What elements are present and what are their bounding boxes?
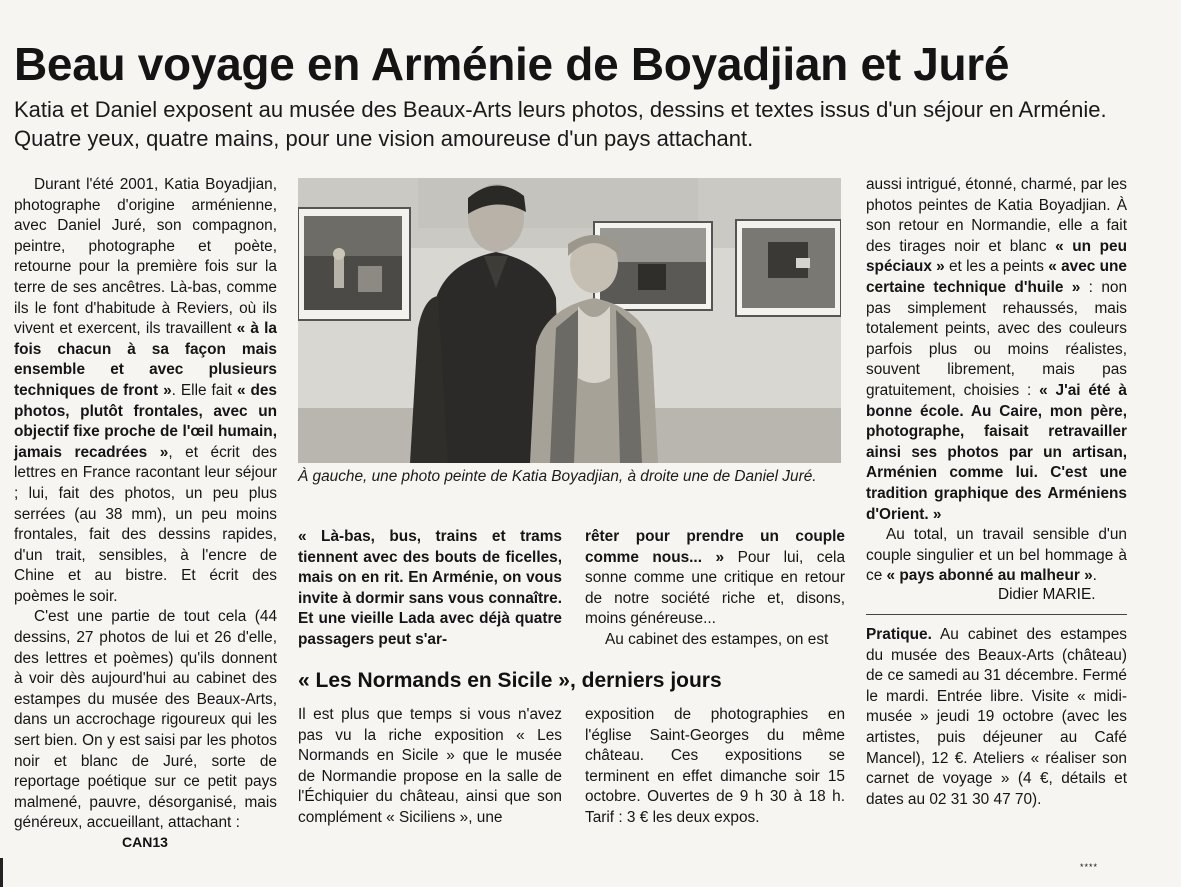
article-photo	[298, 178, 841, 463]
headline: Beau voyage en Arménie de Boyadjian et Juré	[14, 38, 1010, 90]
article-paragraph	[14, 175, 277, 607]
text-run: .	[1092, 567, 1097, 585]
quote: « pays abonné au malheur »	[886, 567, 1093, 585]
text-run: : non pas simplement rehaussés, mais totalement peints, avec des couleurs parfois plus ou moins réalistes, souvent librement, mais pas gratuitement, choisies :	[866, 278, 1127, 399]
divider	[866, 614, 1127, 615]
practical-paragraph	[866, 625, 1127, 810]
quote: « à la fois chacun à sa façon mais ensemble et avec plusieurs techniques de front »	[14, 320, 277, 399]
article-column-4	[866, 175, 1127, 587]
sidebar-headline: « Les Normands en Sicile », derniers jours	[298, 669, 722, 692]
article-paragraph	[585, 527, 845, 630]
article-column-3	[585, 527, 845, 651]
article-paragraph	[866, 175, 1127, 525]
practical-info	[866, 625, 1127, 810]
article-column-1	[14, 175, 277, 834]
text-run: Durant l'été 2001, Katia Boyadjian, photographe d'origine arménienne, avec Daniel Juré, son compagnon, peintre, photographe et poète, retourne pour la première fois sur la terre de ses ancêtres. Là-bas, comme ils le font d'habitude à Reviers, où ils vivent et exercent, ils travaillent	[14, 176, 277, 338]
text-run: Pour lui, cela sonne comme une critique en retour de notre société riche et, disons, moins généreuse...	[585, 548, 846, 628]
edition-stars: ****	[1080, 862, 1099, 872]
sidebar-column-1	[298, 705, 562, 829]
photo-caption: À gauche, une photo peinte de Katia Boyadjian, à droite une de Daniel Juré.	[298, 468, 817, 485]
sidebar-paragraph: exposition de photographies en l'église Saint-Georges du même château. Ces expositions se terminent en effet dimanche soir 15 octobre. Ouvertes de 9 h 30 à 18 h. Tarif : 3 € les deux expos.	[585, 706, 845, 826]
text-run: . Elle fait	[171, 381, 237, 399]
author-signature: Didier MARIE.	[998, 586, 1096, 603]
photo-illustration	[298, 178, 841, 463]
article-paragraph: Au cabinet des estampes, on est	[605, 630, 829, 648]
practical-label: Pratique.	[866, 626, 932, 643]
text-run: , et écrit des lettres en France racontant leur séjour ; lui, fait des photos, un peu plus serrées (au 38 mm), un peu moins frontales, fait des dessins rapides, d'un trait, sensibles, à l'encre de Chine et au bistre. Et écrit des poèmes le soir.	[14, 443, 277, 605]
text-run: et les a peints	[944, 258, 1049, 276]
quote: « J'ai été à bonne école. Au Caire, mon père, photographe, faisait retravailler ainsi ses photos par un artisan, Arménien comme lui. C'est une tradition graphique des Arméniens d'Orient. »	[866, 381, 1127, 523]
quote: rêter pour prendre un couple comme nous... »	[585, 528, 845, 566]
page-code: CAN13	[122, 834, 168, 850]
quote: « Là-bas, bus, trains et trams tiennent avec des bouts de ficelles, mais on en rit. En Arménie, on vous invite à dormir sans vous connaître. Et une vieille Lada avec déjà quatre passagers peut s'ar-	[298, 528, 562, 648]
text-run: Au total, un travail sensible d'un couple singulier et un bel hommage à ce	[866, 526, 1127, 585]
standfirst: Katia et Daniel exposent au musée des Beaux-Arts leurs photos, dessins et textes issus d'un séjour en Arménie. Quatre yeux, quatre mains, pour une vision amoureuse d'un pays attachant.	[14, 97, 1107, 151]
sidebar-column-2	[585, 705, 845, 829]
quote: « avec une certaine technique d'huile »	[866, 258, 1127, 296]
article-column-2	[298, 527, 562, 651]
article-paragraph	[866, 525, 1127, 587]
article-paragraph: C'est une partie de tout cela (44 dessins, 27 photos de lui et 26 d'elle, des lettres et poèmes) qu'ils donnent à voir dès aujourd'hui au cabinet des estampes du musée des Beaux-Arts, dans un accrochage rigoureux qui les sert bien. On y est saisi par les photos noir et blanc de Juré, sorte de reportage poétique sur ce petit pays malmené, pauvre, désorganisé, mais généreux, accueillant, attachant :	[14, 608, 277, 832]
article-paragraph	[298, 527, 562, 651]
practical-text: Au cabinet des estampes du musée des Beaux-Arts (château) de ce samedi au 31 décembre. Fermé le mardi. Entrée libre. Visite « midi-musée » jeudi 19 octobre (avec les artistes, puis déjeuner au Café Mancel), 12 €. Ateliers « réaliser son carnet de voyage » (4 €, détails et dates au 02 31 30 47 70).	[866, 626, 1127, 808]
text-run: aussi intrigué, étonné, charmé, par les photos peintes de Katia Boyadjian. À son retour en Normandie, elle a fait des tirages noir et blanc	[866, 176, 1127, 255]
quote: « des photos, plutôt frontales, avec un objectif fixe proche de l'œil humain, jamais recadrées »	[14, 381, 277, 461]
sidebar-paragraph: Il est plus que temps si vous n'avez pas vu la riche exposition « Les Normands en Sicile » que le musée de Normandie propose en la salle de l'Échiquier du château, ainsi que son complément « Siciliens », une	[298, 706, 562, 826]
edge-mark	[0, 858, 3, 887]
quote: « un peu spéciaux »	[866, 237, 1127, 276]
